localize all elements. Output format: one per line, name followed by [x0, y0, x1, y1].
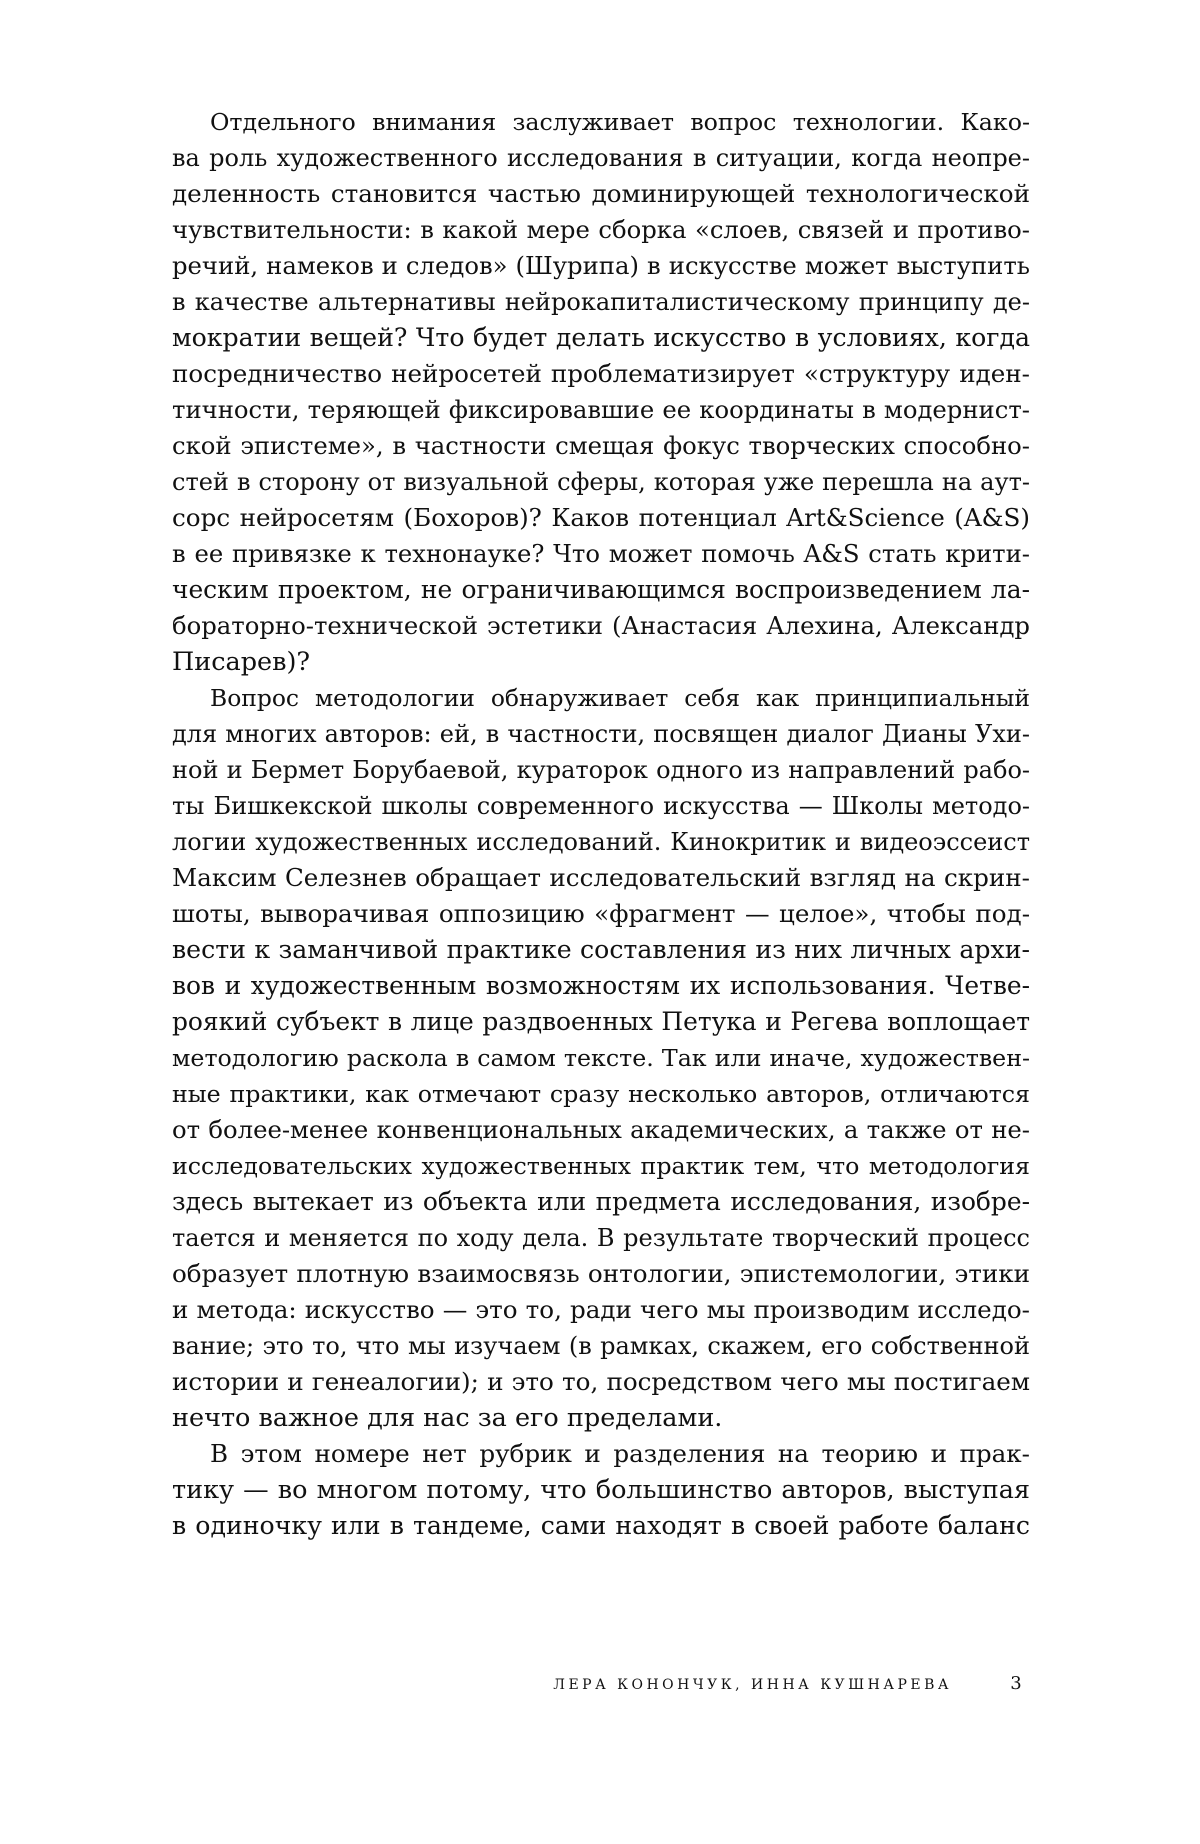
paragraph-technology	[172, 104, 1030, 680]
text-line: вов и художественным возможностям их использования. Четве-	[172, 971, 1030, 1000]
text-line: деленность становится частью доминирующей технологической	[172, 179, 1030, 208]
text-line: и метода: искусство — это то, ради чего мы производим исследо-	[172, 1295, 1030, 1324]
text-line: тику — во многом потому, что большинство авторов, выступая	[172, 1475, 1030, 1505]
text-line: методологию раскола в самом тексте. Так или иначе, художествен-	[172, 1044, 1030, 1072]
text-line: Максим Селезнев обращает исследовательский взгляд на скрин-	[172, 863, 1030, 892]
running-footer-authors: ЛЕРА КОНОНЧУК, ИННА КУШНАРЕВА	[553, 1677, 952, 1693]
text-line: вести к заманчивой практике составления из них личных архи-	[172, 935, 1030, 964]
text-line: ской эпистеме», в частности смещая фокус творческих способно-	[172, 431, 1030, 460]
text-line: мократии вещей? Что будет делать искусство в условиях, когда	[172, 323, 1030, 352]
text-line: Писарев)?	[172, 647, 311, 677]
text-line: речий, намеков и следов» (Шурипа) в искусстве может выступить	[172, 251, 1030, 280]
text-line: ной и Бермет Борубаевой, кураторок одного из направлений рабо-	[172, 756, 1030, 784]
text-line: ческим проектом, не ограничивающимся воспроизведением ла-	[172, 575, 1030, 604]
text-line: для многих авторов: ей, в частности, посвящен диалог Дианы Ухи-	[172, 720, 1030, 748]
text-line: роякий субъект в лице раздвоенных Петука и Регева воплощает	[172, 1007, 1030, 1036]
text-line: ты Бишкекской школы современного искусства — Школы методо-	[172, 792, 1030, 820]
text-line: в качестве альтернативы нейрокапиталистическому принципу де-	[172, 288, 1030, 316]
text-line: здесь вытекает из объекта или предмета исследования, изобре-	[172, 1187, 1030, 1216]
text-line: чувствительности: в какой мере сборка «слоев, связей и противо-	[172, 215, 1030, 244]
text-line: образует плотную взаимосвязь онтологии, эпистемологии, этики	[172, 1259, 1030, 1288]
text-line: бораторно-технической эстетики (Анастасия Алехина, Александр	[172, 611, 1030, 640]
text-line: ные практики, как отмечают сразу несколько авторов, отличаются	[172, 1080, 1030, 1108]
text-line: вание; это то, что мы изучаем (в рамках, скажем, его собственной	[172, 1332, 1030, 1360]
text-line: тичности, теряющей фиксировавшие ее координаты в модернист-	[172, 395, 1030, 424]
paragraph-issue-structure	[172, 1436, 1030, 1544]
text-line: истории и генеалогии); и это то, посредством чего мы постигаем	[172, 1367, 1030, 1396]
text-line: в одиночку или в тандеме, сами находят в своей работе баланс	[172, 1511, 1030, 1540]
text-line: Вопрос методологии обнаруживает себя как принципиальный	[210, 684, 1030, 712]
text-line: сорс нейросетям (Бохоров)? Каков потенциал Art&Science (A&S)	[172, 503, 1030, 532]
paragraph-methodology	[172, 680, 1030, 1436]
text-line: стей в сторону от визуальной сферы, которая уже перешла на аут-	[172, 468, 1030, 496]
text-line: от более-менее конвенциональных академических, а также от не-	[172, 1115, 1030, 1144]
text-line: Отдельного внимания заслуживает вопрос технологии. Како-	[210, 108, 1030, 136]
main-text	[172, 104, 1030, 1544]
text-line: исследовательских художественных практик тем, что методология	[172, 1152, 1030, 1180]
text-line: логии художественных исследований. Кинокритик и видеоэссеист	[172, 828, 1030, 856]
text-line: посредничество нейросетей проблематизирует «структуру иден-	[172, 359, 1030, 388]
text-line: шоты, выворачивая оппозицию «фрагмент — целое», чтобы под-	[172, 899, 1030, 928]
text-line: нечто важное для нас за его пределами.	[172, 1403, 723, 1433]
text-line: тается и меняется по ходу дела. В результате творческий процесс	[172, 1224, 1030, 1252]
text-line: ва роль художественного исследования в ситуации, когда неопре-	[172, 144, 1030, 172]
text-line: в ее привязке к технонауке? Что может помочь A&S стать крити-	[172, 539, 1030, 568]
text-line: В этом номере нет рубрик и разделения на теорию и прак-	[210, 1439, 1030, 1468]
page-number: 3	[1010, 1673, 1022, 1694]
